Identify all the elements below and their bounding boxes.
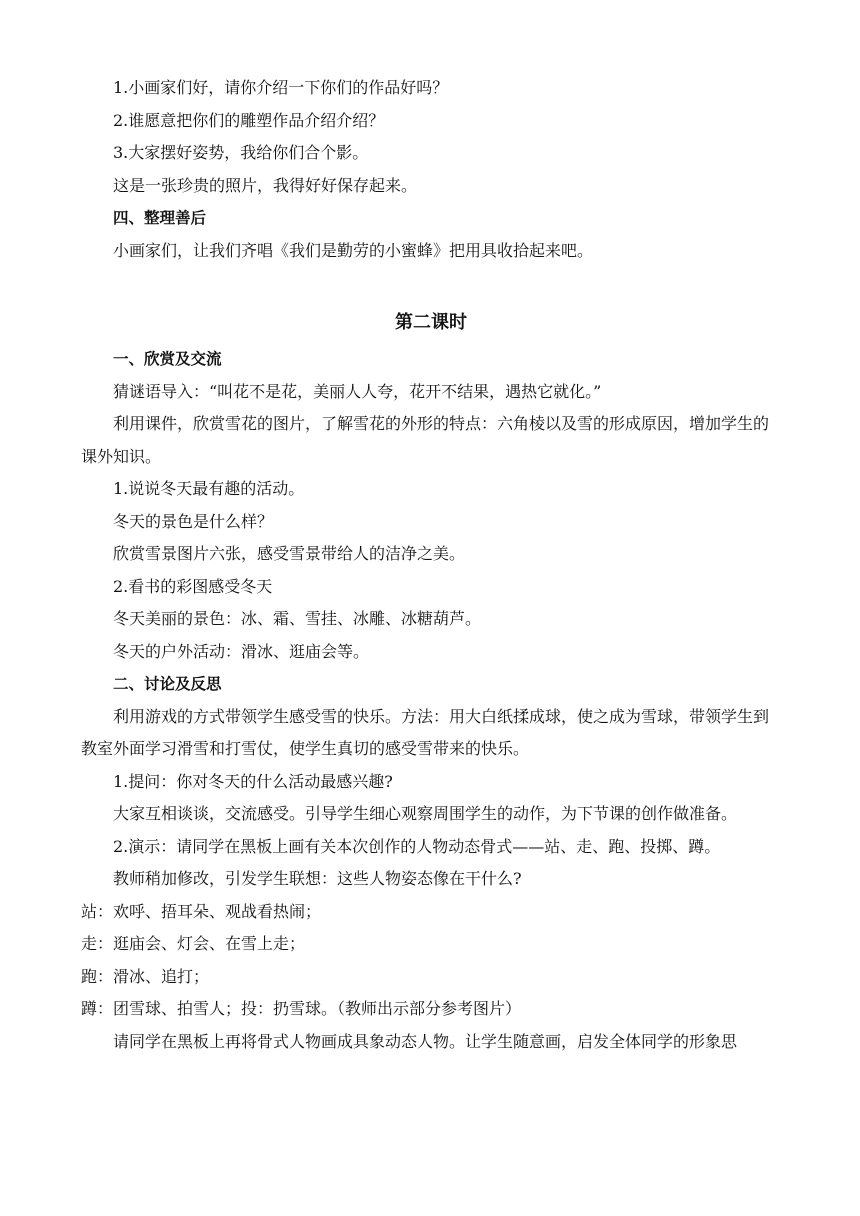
text-line: 欣赏雪景图片六张，感受雪景带给人的洁净之美。: [113, 544, 466, 563]
section-heading-2: 二、讨论及反思: [113, 675, 222, 693]
lesson-title: 第二课时: [395, 312, 467, 333]
spacer: [81, 267, 781, 307]
text-line: 教师稍加修改，引发学生联想：这些人物姿态像在干什么?: [113, 869, 522, 888]
text-line: 跑：滑冰、追打；: [81, 966, 210, 986]
text-line: 1.说说冬天最有趣的活动。: [113, 479, 305, 498]
document-page: [81, 72, 781, 1058]
text-line: 小画家们，让我们齐唱《我们是勤劳的小蜜蜂》把用具收拾起来吧。: [113, 240, 594, 260]
text-line: 1.提问：你对冬天的什么活动最感兴趣?: [113, 771, 393, 791]
text-line: 冬天的户外活动：滑冰、逛庙会等。: [113, 641, 370, 661]
text-line: 蹲：团雪球、拍雪人；投：扔雪球。（教师出示部分参考图片）: [81, 999, 522, 1018]
text-line: 2.谁愿意把你们的雕塑作品介绍介绍？: [113, 110, 385, 130]
text-line: 1.小画家们好，请你介绍一下你们的作品好吗？: [113, 78, 449, 97]
text-line: 猜谜语导入：“叫花不是花，美丽人人夸，花开不结果，遇热它就化。”: [113, 381, 602, 401]
paragraph: 利用课件，欣赏雪花的图片，了解雪花的外形的特点：六角棱以及雪的形成原因，增加学生的课外知识。: [81, 414, 770, 466]
text-line: 3.大家摆好姿势，我给你们合个影。: [113, 143, 369, 162]
text-line: 冬天的景色是什么样？: [113, 511, 274, 531]
text-line: 请同学在黑板上再将骨式人物画成具象动态人物。让学生随意画，启发全体同学的形象思: [113, 1031, 738, 1051]
section-heading-1: 一、欣赏及交流: [113, 350, 222, 368]
text-line: 这是一张珍贵的照片，我得好好保存起来。: [113, 175, 418, 195]
text-line: 走：逛庙会、灯会、在雪上走；: [81, 934, 306, 953]
text-line: 站：欢呼、捂耳朵、观战看热闹；: [81, 901, 322, 921]
section-heading-4: 四、整理善后: [113, 209, 207, 227]
text-line: 大家互相谈谈，交流感受。引导学生细心观察周围学生的动作，为下节课的创作做准备。: [113, 804, 738, 823]
text-line: 2.演示：请同学在黑板上画有关本次创作的人物动态骨式——站、走、跑、投掷、蹲。: [113, 836, 721, 856]
paragraph: 利用游戏的方式带领学生感受雪的快乐。方法：用大白纸揉成球，使之成为雪球，带领学生到教室外面学习滑雪和打雪仗，使学生真切的感受雪带来的快乐。: [81, 706, 770, 758]
text-line: 2.看书的彩图感受冬天: [113, 576, 273, 596]
text-line: 冬天美丽的景色：冰、霜、雪挂、冰雕、冰糖葫芦。: [113, 609, 482, 628]
